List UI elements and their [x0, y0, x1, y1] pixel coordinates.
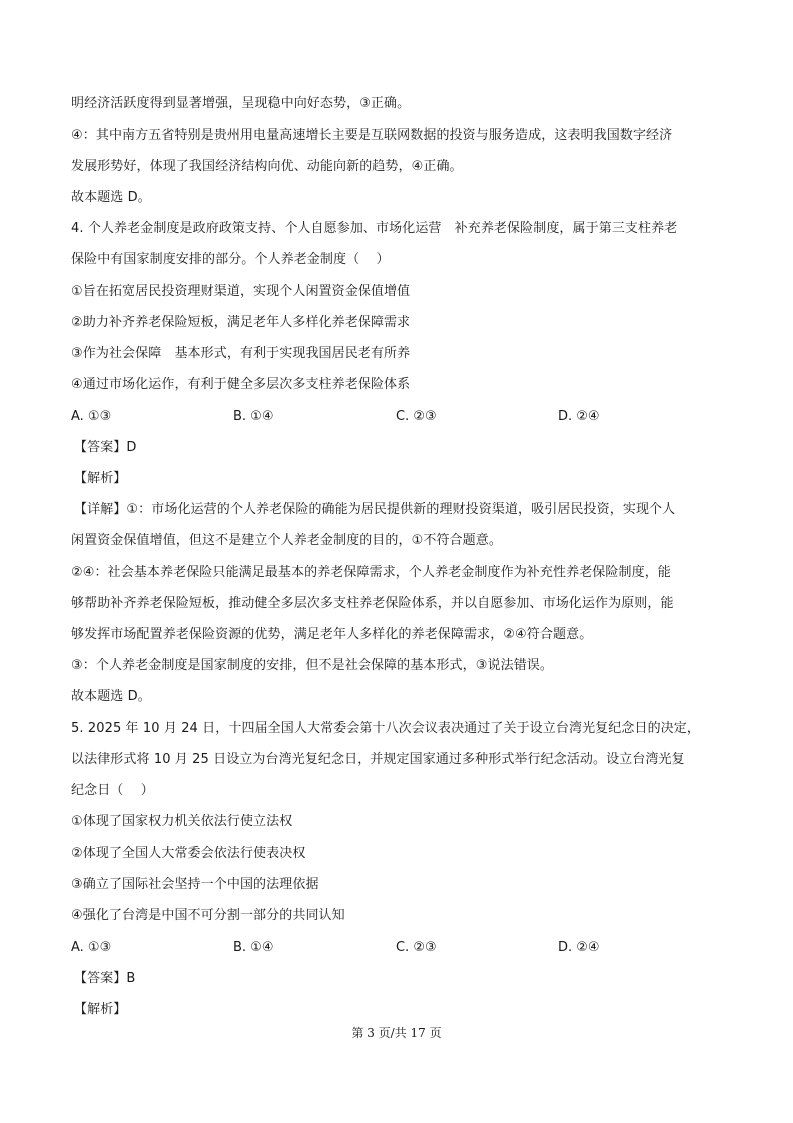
statement-2: ②助力补齐养老保险短板，满足老年人多样化养老保障需求: [71, 315, 411, 330]
option-a: A. ①③: [71, 940, 112, 955]
option-b: B. ①④: [233, 409, 274, 424]
answer-label: 【答案】D: [74, 440, 137, 455]
text-line: 故本题选 D。: [71, 190, 151, 205]
option-d: D. ②④: [558, 940, 600, 955]
option-a: A. ①③: [71, 409, 112, 424]
option-c: C. ②③: [396, 940, 437, 955]
question-4-stem: 保险中有国家制度安排的部分。个人养老金制度（ ）: [71, 252, 390, 267]
text-line: ④：其中南方五省特别是贵州用电量高速增长主要是互联网数据的投资与服务造成，这表明我国数字经济: [71, 128, 673, 143]
statement-1: ①旨在拓宽居民投资理财渠道，实现个人闲置资金保值增值: [71, 284, 411, 299]
question-4-stem: 4. 个人养老金制度是政府政策支持、个人自愿参加、市场化运营 补充养老保险制度，属于第三支柱养老: [71, 221, 678, 236]
detail-line: 够帮助补齐养老保险短板，推动健全多层次多支柱养老保险体系，并以自愿参加、市场化运作为原则，能: [71, 596, 674, 611]
statement-3: ③作为社会保障 基本形式，有利于实现我国居民老有所养: [71, 346, 411, 361]
text-line: 明经济活跃度得到显著增强，呈现稳中向好态势，③正确。: [71, 96, 411, 111]
statement-3: ③确立了国际社会坚持一个中国的法理依据: [71, 877, 319, 892]
statement-2: ②体现了全国人大常委会依法行使表决权: [71, 846, 306, 861]
text-line: 发展形势好，体现了我国经济结构向优、动能向新的趋势，④正确。: [71, 159, 463, 174]
analysis-label: 【解析】: [74, 1002, 127, 1017]
question-5-stem: 以法律形式将 10 月 25 日设立为台湾光复纪念日，并规定国家通过多种形式举行纪念活动。设立台湾光复: [71, 752, 685, 767]
question-5-stem: 5. 2025 年 10 月 24 日，十四届全国人大常委会第十八次会议表决通过了关于设立台湾光复纪念日的决定，: [71, 721, 700, 736]
statement-4: ④通过市场化运作，有利于健全多层次多支柱养老保险体系: [71, 377, 411, 392]
question-5-stem: 纪念日（ ）: [71, 783, 154, 798]
page-number: 第 3 页/共 17 页: [351, 1026, 442, 1040]
option-b: B. ①④: [233, 940, 274, 955]
option-d: D. ②④: [558, 409, 600, 424]
answer-label: 【答案】B: [74, 971, 136, 986]
statement-1: ①体现了国家权力机关依法行使立法权: [71, 814, 293, 829]
detail-line: 够发挥市场配置养老保险资源的优势，满足老年人多样化的养老保障需求，②④符合题意。: [71, 627, 593, 642]
detail-line: 【详解】①：市场化运营的个人养老保险的确能为居民提供新的理财投资渠道，吸引居民投资，实现个人: [74, 502, 676, 517]
detail-line: 故本题选 D。: [71, 689, 151, 704]
option-c: C. ②③: [396, 409, 437, 424]
detail-line: 闲置资金保值增值，但这不是建立个人养老金制度的目的，①不符合题意。: [71, 533, 502, 548]
detail-line: ②④：社会基本养老保险只能满足最基本的养老保障需求，个人养老金制度作为补充性养老保险制度，能: [71, 565, 671, 580]
statement-4: ④强化了台湾是中国不可分割一部分的共同认知: [71, 908, 345, 923]
detail-line: ③：个人养老金制度是国家制度的安排，但不是社会保障的基本形式，③说法错误。: [71, 658, 554, 673]
analysis-label: 【解析】: [74, 471, 127, 486]
